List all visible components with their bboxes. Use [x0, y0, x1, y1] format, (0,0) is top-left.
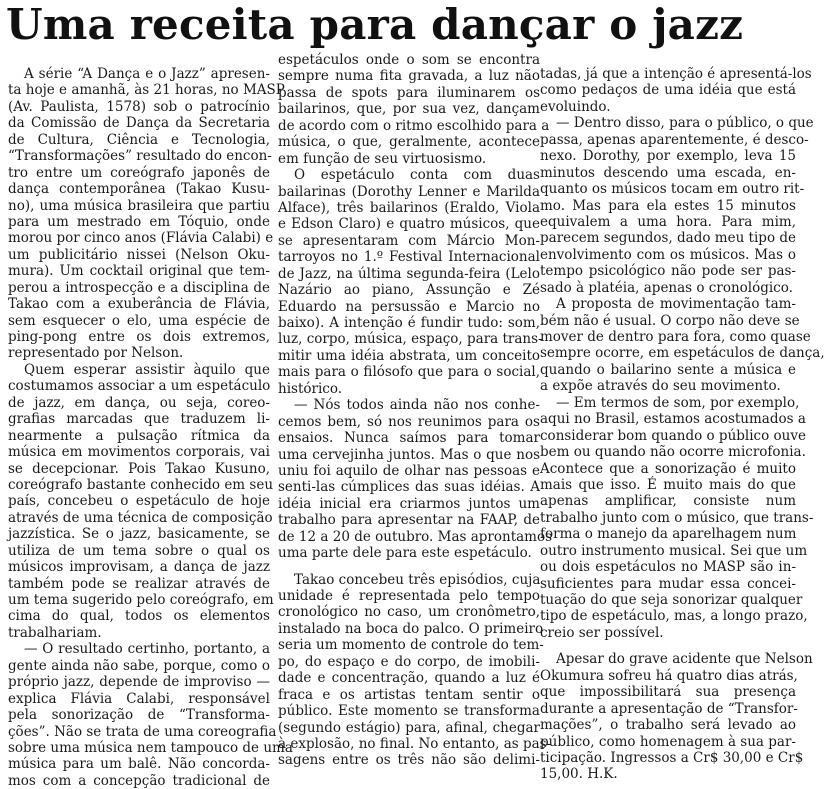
- text-line: A série “A Dança e o Jazz” apresen-: [24, 66, 270, 82]
- text-line: aqui no Brasil, estamos acostumados a: [540, 411, 806, 428]
- text-line: perou a introspecção e a disciplina de: [8, 279, 270, 296]
- text-line: Nazário ao piano, Assunção e Zé: [278, 282, 540, 299]
- text-line: envolvimento com os músicos. Mas o: [540, 246, 796, 263]
- text-line: e Edson Claro) e quatro músicos, que: [278, 216, 540, 233]
- text-line: como pedaços de uma idéia que está: [540, 82, 796, 99]
- article-headline: Uma receita para dançar o jazz: [6, 0, 744, 49]
- text-line: suficientes para mudar essa concei-: [540, 575, 796, 592]
- text-line: Alface), três bailarinos (Eraldo, Viola: [278, 199, 540, 216]
- text-line: utiliza de um tema sobre o qual os: [8, 542, 270, 559]
- text-line: tempo psicológico não pode ser pas-: [540, 263, 796, 280]
- text-line: cemos bem, só nos reunimos para os: [278, 413, 540, 430]
- text-line: luz, corpo, música, espaço, para trans-: [278, 331, 543, 348]
- text-line: também pode se realizar através de: [8, 575, 270, 592]
- text-line: Quem esperar assistir àquilo que: [24, 361, 270, 378]
- text-line: trabalho junto com o músico, que trans-: [540, 509, 814, 526]
- text-line: música em movimentos corporais, vai: [8, 444, 270, 461]
- text-line: — O resultado certinho, portanto, a: [24, 641, 270, 658]
- text-line: unidade é representada pelo tempo: [278, 588, 540, 604]
- text-line: tarroyos no 1.º Festival Internacional: [278, 249, 540, 266]
- text-line: ções”. Não se trata de uma coreografia: [8, 723, 277, 740]
- article-column-1: [8, 66, 293, 789]
- text-line: seria um momento de controle do tem-: [278, 637, 544, 654]
- text-line: para um mestrado em Tóquio, onde: [8, 213, 270, 230]
- text-line: parecem segundos, dado meu tipo de: [540, 230, 796, 247]
- text-line: ticipação. Ingressos a Cr$ 30,00 e Cr$: [540, 749, 804, 766]
- text-line: jazzística. Se o jazz, basicamente, se: [8, 526, 270, 543]
- text-line: grafias marcadas que traduzem li-: [8, 411, 270, 428]
- text-line: explica Flávia Calabi, responsável: [8, 690, 270, 707]
- text-line: se decepcionar. Pois Takao Kusuno,: [8, 460, 270, 477]
- paragraph-gap: [278, 562, 540, 572]
- text-line: uma cervejinha juntos. Mas o que nos: [278, 446, 540, 463]
- text-line: dade e concentração, quando a luz é: [278, 670, 540, 687]
- text-line: passa, apenas aparentemente, é desco-: [540, 131, 809, 148]
- text-line: uniu foi aquilo de olhar nas pessoas e: [278, 462, 540, 479]
- text-line: bailarinas (Dorothy Lenner e Marilda: [278, 183, 540, 200]
- text-line: um publicitário nissei (Nelson Oku-: [8, 246, 270, 263]
- text-line: tipo de espetáculo, mas, a longo prazo,: [540, 608, 808, 625]
- text-line: Apesar do grave acidente que Nelson: [556, 651, 813, 668]
- text-line: público. Este momento se transforma: [278, 703, 540, 720]
- text-line: nearmente a pulsação rítmica da: [8, 427, 270, 444]
- text-line: costumamos associar a um espetáculo: [8, 378, 271, 395]
- article-column-2: [278, 52, 553, 769]
- text-line: à explosão, no final. No entanto, as pas-: [278, 735, 552, 752]
- text-line: no), uma música brasileira que partiu: [8, 197, 270, 214]
- text-line: tadas, já que a intenção é apresentá-los: [540, 66, 812, 82]
- text-line: O espetáculo conta com duas: [294, 167, 540, 184]
- text-line: um tema sugerido pelo coreógrafo, em: [8, 592, 274, 608]
- text-line: dança contemporânea (Takao Kusu-: [8, 181, 270, 198]
- text-line: música, o que, geralmente, acontece: [278, 134, 540, 151]
- text-line: (segundo estágio) para, afinal, chegar: [278, 719, 540, 736]
- text-line: durante a apresentação de “Transfor-: [540, 700, 798, 717]
- text-line: sempre numa fita gravada, a luz não: [278, 68, 540, 85]
- text-line: em função de seu virtuosismo.: [278, 150, 487, 167]
- text-line: trabalhariam.: [8, 624, 102, 641]
- text-line: de acordo com o ritmo escolhido para a: [278, 117, 550, 134]
- text-line: histórico.: [278, 380, 343, 397]
- text-line: 15,00. H.K.: [540, 766, 618, 783]
- text-line: cima do qual, todos os elementos: [8, 608, 270, 625]
- text-line: mover de dentro para fora, como quase: [540, 329, 811, 345]
- text-line: quanto os músicos tocam em outro rit-: [540, 181, 805, 198]
- text-line: quando o bailarino sente a música e: [540, 361, 796, 378]
- text-line: coreógrafo bastante conhecido em seu: [8, 476, 274, 493]
- article-column-3: [540, 66, 825, 783]
- text-line: música para um balê. Não concorda-: [8, 756, 270, 773]
- text-line: gente ainda não sabe, porque, como o: [8, 657, 270, 674]
- text-line: espetáculos onde o som se encontra: [278, 52, 540, 68]
- text-line: forma o manejo da aparelhagem num: [540, 526, 797, 543]
- text-line: sempre ocorre, em espetáculos de dança,: [540, 345, 825, 362]
- text-line: outro instrumento musical. Sei que um: [540, 542, 808, 559]
- text-line: mo. Mas para ela estes 15 minutos: [540, 197, 796, 214]
- text-line: bém não é usual. O corpo não deve se: [540, 312, 800, 329]
- text-line: sagens entre os três não são delimi-: [278, 752, 540, 769]
- text-line: mações”, o trabalho será levado ao: [540, 717, 796, 734]
- text-line: nexo. Dorothy, por exemplo, leva 15: [540, 148, 796, 165]
- text-line: evoluindo.: [540, 98, 611, 115]
- text-line: da Comissão de Dança da Secretaria: [8, 115, 270, 132]
- text-line: passa de spots para iluminarem os: [278, 84, 540, 101]
- text-line: de 12 a 20 de outubro. Mas aprontamos: [278, 528, 553, 545]
- text-line: que impossibilitará sua presença: [540, 684, 796, 701]
- text-line: pela sonorização de “Transforma-: [8, 707, 270, 724]
- text-line: a expõe através do seu movimento.: [540, 378, 781, 395]
- text-line: baixo). A intenção é fundir tudo: som,: [278, 315, 540, 331]
- text-line: minutos descendo uma escada, en-: [540, 164, 796, 181]
- text-line: ta hoje e amanhã, às 21 horas, no MASP: [8, 82, 285, 99]
- text-line: mais que isso. É muito mais do que: [540, 476, 796, 493]
- text-line: através de uma técnica de composição: [8, 509, 273, 526]
- text-line: apenas amplificar, consiste num: [540, 493, 796, 510]
- text-line: se apresentaram com Márcio Mon-: [278, 232, 540, 249]
- text-line: “Transformações” resultado do encon-: [8, 148, 272, 165]
- text-line: Okumura sofreu há quatro dias atrás,: [540, 667, 798, 684]
- text-line: de Jazz, na última segunda-feira (Lelo: [278, 265, 540, 282]
- text-line: considerar bom quando o público ouve: [540, 427, 806, 444]
- text-line: senti-las cúmplices das suas idéias. A: [278, 479, 540, 496]
- text-line: instalado na boca do palco. O primeiro: [278, 620, 544, 637]
- text-line: de Cultura, Ciência e Tecnologia,: [8, 131, 270, 148]
- paragraph-gap: [540, 641, 796, 651]
- text-line: ou dois espetáculos no MASP são in-: [540, 559, 796, 576]
- text-line: Takao concebeu três episódios, cuja: [294, 571, 541, 588]
- text-line: po, do espaço e do corpo, de imobili-: [278, 653, 540, 670]
- text-line: Acontece que a sonorização é muito: [540, 460, 796, 477]
- text-line: bem ou quando não ocorre microfonia.: [540, 444, 806, 461]
- text-line: Takao com a exuberância de Flávia,: [8, 296, 270, 313]
- text-line: Eduardo na persussão e Marcio no: [278, 298, 540, 315]
- text-line: (Av. Paulista, 1578) sob o patrocínio: [8, 98, 270, 115]
- text-line: ping-pong entre os dois extremos,: [8, 329, 270, 345]
- text-line: de jazz, em dança, ou seja, coreo-: [8, 394, 270, 411]
- text-line: tuação do que seja sonorizar qualquer: [540, 592, 803, 608]
- text-line: mura). Um cocktail original que tem-: [8, 263, 270, 280]
- text-line: sado à platéia, apenas o cronológico.: [540, 279, 793, 296]
- text-line: mos com a concepção tradicional de: [8, 772, 270, 789]
- text-line: representado por Nelson.: [8, 345, 184, 362]
- text-line: — Dentro disso, para o público, o que: [556, 115, 814, 132]
- text-line: sem esquecer o elo, uma espécie de: [8, 312, 270, 329]
- text-line: uma parte dele para este espetáculo.: [278, 545, 532, 562]
- text-line: — Nós todos ainda não nos conhe-: [294, 397, 540, 414]
- text-line: cronológico no caso, um cronômetro,: [278, 604, 540, 621]
- text-line: — Em termos de som, por exemplo,: [556, 394, 800, 411]
- text-line: próprio jazz, depende de improviso —: [8, 674, 270, 691]
- text-line: país, concebeu o espetáculo de hoje: [8, 493, 270, 510]
- text-line: mais para o filósofo que para o social,: [278, 364, 540, 381]
- text-line: morou por cinco anos (Flávia Calabi) e: [8, 230, 274, 247]
- text-line: tro entre um coreógrafo japonês de: [8, 164, 270, 181]
- text-line: mitir uma idéia abstrata, um conceito: [278, 347, 540, 364]
- text-line: bailarinos, que, por sua vez, dançam: [278, 101, 540, 118]
- text-line: trabalho para apresentar na FAAP, de: [278, 512, 540, 529]
- text-line: equivalem a uma hora. Para mim,: [540, 213, 796, 230]
- text-line: público, como homenagem à sua par-: [540, 733, 796, 750]
- text-line: sobre uma música nem tampouco de uma: [8, 739, 293, 756]
- text-line: A proposta de movimentação tam-: [556, 296, 796, 313]
- text-line: fraca e os artistas tentam sentir o: [278, 686, 540, 703]
- text-line: ensaios. Nunca saímos para tomar: [278, 430, 540, 447]
- text-line: músicos improvisam, a dança de jazz: [8, 559, 270, 576]
- text-line: idéia inicial era criarmos juntos um: [278, 495, 540, 512]
- text-line: creio ser possível.: [540, 624, 664, 641]
